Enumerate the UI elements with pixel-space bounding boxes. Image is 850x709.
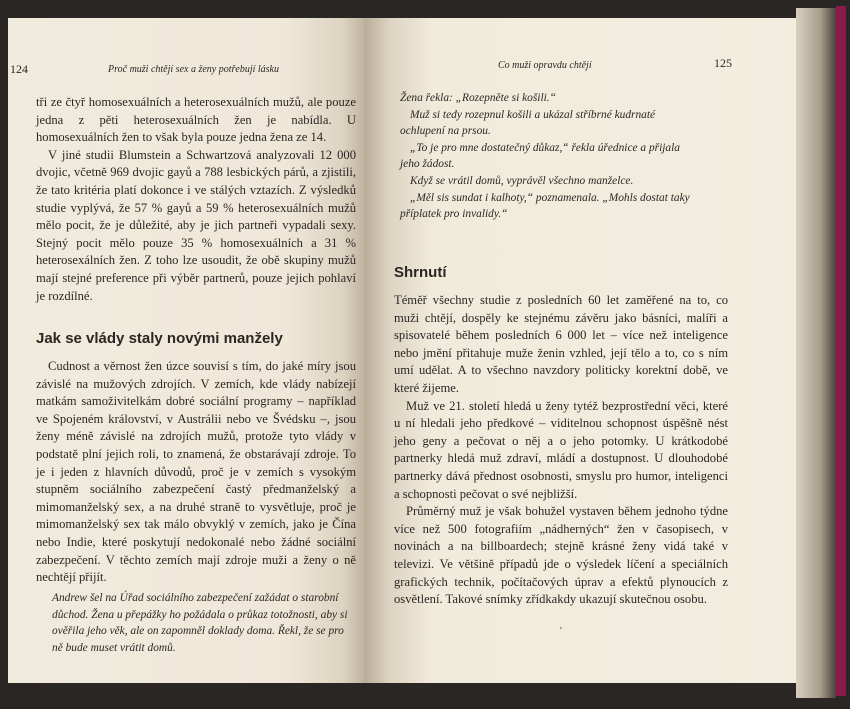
right-page-number: 125: [714, 56, 732, 70]
anecdote-line: Žena řekla: „Rozepněte si košili.“: [400, 92, 556, 104]
anecdote-line: Když se vrátil domů, vyprávěl všechno manželce.: [410, 174, 634, 187]
paragraph: Cudnost a věrnost žen úzce souvisí s tím, do jaké míry jsou závislé na mužových zdrojích. V zemích, kde vlády nabízejí matkám samoživitelkám dobré sociální programy – například ve Spojeném království, v Austrálii nebo ve Švédsku –, jsou ženy méně závislé na zdrojích mužů, protože tyto vlády v podstatě plní jejich roli, to znamená, že obstarávají zdroje. To je i jeden z hlavních důvodů, proč je v zemích s vysokým stupněm sociálního zabezpečení častý předmanželský a mimomanželský sex, a na druhé straně to vysvětluje, proč je mimomanželský sex tak málo obvyklý v zemích, jako je Čína nebo Indie, které poskytují nedokonalé nebo žádné sociální zabezpečení. V těchto zemích mají zdroje muži a ženy o ně nechtějí přijít.: [36, 359, 356, 585]
left-page: [8, 18, 364, 683]
book-cover-edge: [836, 6, 846, 696]
section-body-text: [36, 358, 356, 587]
page-mark: ': [560, 626, 562, 637]
left-body-text: [36, 94, 356, 305]
right-running-head: Co muži opravdu chtějí: [498, 60, 592, 71]
section-heading: Jak se vlády staly novými manžely: [36, 330, 283, 347]
anecdote: [52, 590, 354, 656]
paragraph: Průměrný muž je však bohužel vystaven během jednoho týdne více než 500 fotografiím „nádherných“ žen v časopisech, v novinách a na billboardech; stejně krásné ženy vidá také v televizi. Ve většině případů jde o výsledek líčení a speciálních grafických technik, počítačových úprav a efektů plynoucích z osvětlení. Takové snímky zřídkakdy ukazují skutečnou osobu.: [394, 504, 728, 607]
paragraph: tři ze čtyř homosexuálních a heterosexuálních mužů, ale pouze jedna z pěti heterosexuálních žen je nabídla. U homosexuálních žen to však byla pouze jedna žena ze 14.: [36, 95, 356, 145]
anecdote: [400, 90, 700, 223]
right-body-text: [394, 292, 728, 609]
anecdote-line: Muž si tedy rozepnul košili a ukázal stříbrné kudrnaté ochlupení na prsou.: [400, 108, 656, 138]
left-running-head: Proč muži chtějí sex a ženy potřebují lásku: [108, 64, 279, 75]
paragraph: Téměř všechny studie z posledních 60 let zaměřené na to, co muži chtějí, dospěly ke stejnému závěru jako básníci, malíři a spisovatelé během posledních 6 000 let – více než inteligence nebo jmění přitahuje muže ženin vzhled, její tělo a to, co s ním umí udělat. A to všechno navzdory politicky korektní době, ve které žijeme.: [394, 293, 728, 395]
paragraph: Muž ve 21. století hledá u ženy tytéž bezprostřední věci, které u ní hledali jeho předkové – viditelnou schopnost úspěšně nést jeho geny a pečovat o něj a o jeho potomky. U krátkodobé partnerky hledá muž zdraví, mládí a dostupnost. U dlouhodobé partnerky dává přednost osobnosti, smyslu pro humor, inteligenci a schopnosti pečovat o své nejbližší.: [394, 398, 728, 501]
anecdote-text: Andrew šel na Úřad sociálního zabezpečení zažádat o starobní důchod. Žena u přepážky ho požádala o průkaz totožnosti, aby si ověřila jeho věk, ale on zapomněl doklady doma. Řekl, že se pro ně bude muset vrátit domů.: [52, 592, 348, 654]
right-page: [364, 18, 796, 683]
book-page-edges: [796, 8, 836, 698]
paragraph: V jiné studii Blumstein a Schwartzová analyzovali 12 000 dvojic, včetně 969 dvojic gayů a 788 lesbických párů, a zjistili, že tato kritéria platí dokonce i ve stálých vztazích. Z výsledků studie vyplývá, že 57 % gayů a 59 % heterosexuálních mužů mělo pocit, že je důležité, aby je jich partneři vypadali sexy. Stejný pocit mělo pouze 35 % homosexuálních a 31 % heterosexálních žen. Z toho lze usoudit, že obě skupiny mužů mají stejné preference při výběr partnerů, pouze jejich pohlaví je rozdílné.: [36, 147, 356, 303]
left-page-number: 124: [10, 62, 28, 76]
section-heading: Shrnutí: [394, 264, 447, 281]
anecdote-line: „To je pro mne dostatečný důkaz,“ řekla úřednice a přijala jeho žádost.: [400, 141, 680, 171]
anecdote-line: „Měl sis sundat i kalhoty,“ poznamenala. „Mohls dostat taky příplatek pro invalidy.“: [400, 191, 690, 221]
